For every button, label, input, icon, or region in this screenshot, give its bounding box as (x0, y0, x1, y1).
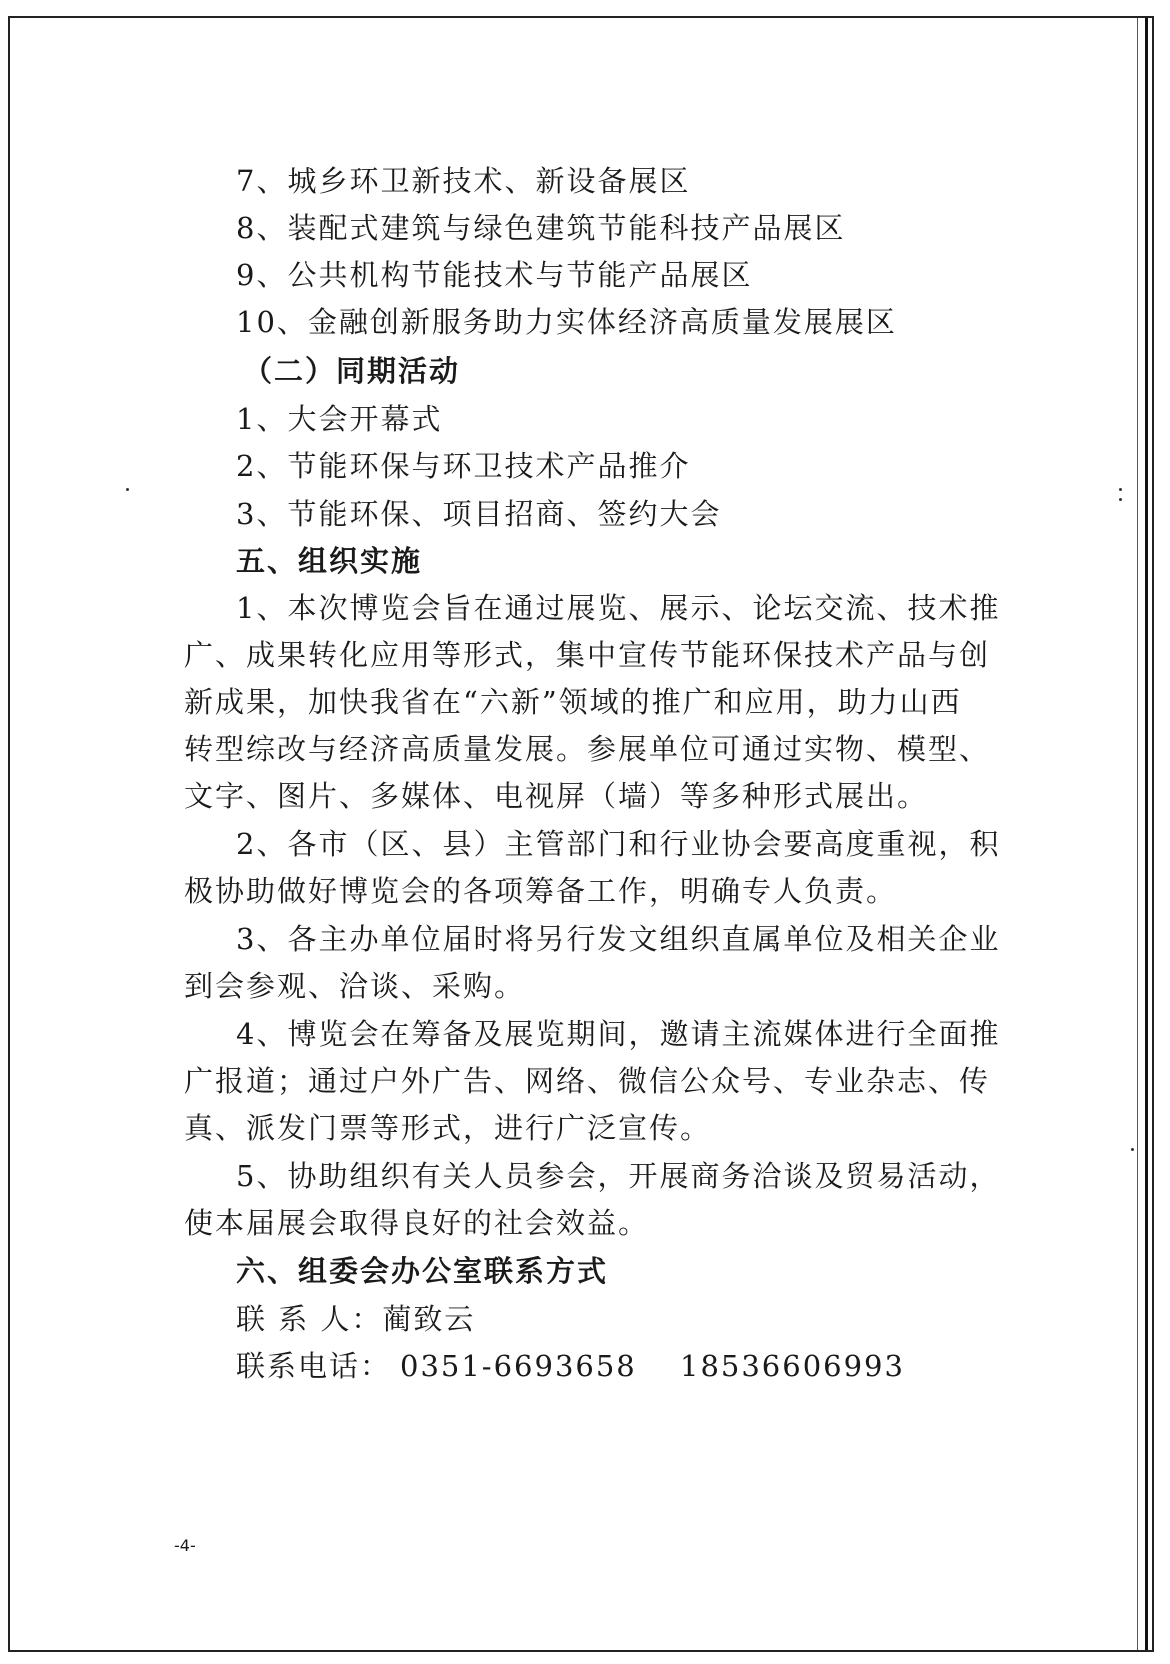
paragraph-line: 2、各市（区、县）主管部门和行业协会要高度重视，积 (236, 827, 1001, 861)
list-item: 1、大会开幕式 (236, 402, 443, 436)
scan-edge-inner (1137, 18, 1138, 1650)
scan-edge (1145, 18, 1148, 1650)
list-item: 10、金融创新服务助力实体经济高质量发展展区 (236, 305, 897, 339)
paragraph-line: 文字、图片、多媒体、电视屏（墙）等多种形式展出。 (184, 779, 929, 813)
subheading: （二）同期活动 (243, 354, 461, 388)
list-item: 3、节能环保、项目招商、签约大会 (236, 497, 722, 531)
paragraph-line: 3、各主办单位届时将另行发文组织直属单位及相关企业 (236, 922, 1001, 956)
paragraph-line: 转型综改与经济高质量发展。参展单位可通过实物、模型、 (184, 732, 991, 766)
paragraph-line: 5、协助组织有关人员参会，开展商务洽谈及贸易活动， (236, 1159, 1001, 1193)
paragraph-line: 到会参观、洽谈、采购。 (184, 969, 526, 1003)
list-item: 7、城乡环卫新技术、新设备展区 (236, 164, 691, 198)
paragraph-line: 极协助做好博览会的各项筹备工作，明确专人负责。 (184, 874, 898, 908)
paragraph-line: 1、本次博览会旨在通过展览、展示、论坛交流、技术推 (236, 591, 1001, 625)
paragraph-line: 广报道；通过户外广告、网络、微信公众号、专业杂志、传 (184, 1064, 991, 1098)
section-heading: 六、组委会办公室联系方式 (236, 1254, 609, 1288)
list-item: 9、公共机构节能技术与节能产品展区 (236, 258, 753, 292)
scan-speck (1119, 498, 1122, 501)
paragraph-line: 4、博览会在筹备及展览期间，邀请主流媒体进行全面推 (236, 1017, 1001, 1051)
contact-phone-label: 联系电话： (236, 1349, 392, 1383)
scan-speck (1131, 1148, 1134, 1151)
contact-phone-2: 18536606993 (680, 1349, 905, 1383)
paragraph-line: 新成果，加快我省在“六新”领域的推广和应用，助力山西 (184, 685, 962, 719)
list-item: 8、装配式建筑与绿色建筑节能科技产品展区 (236, 211, 846, 245)
scan-speck (126, 488, 129, 491)
paragraph-line: 广、成果转化应用等形式，集中宣传节能环保技术产品与创 (184, 638, 991, 672)
scan-speck (1119, 488, 1122, 491)
paragraph-line: 真、派发门票等形式，进行广泛宣传。 (184, 1111, 712, 1145)
contact-phone-1: 0351-6693658 (400, 1349, 637, 1383)
contact-person: 联 系 人：蔺致云 (236, 1302, 476, 1336)
section-heading: 五、组织实施 (236, 544, 423, 578)
paragraph-line: 使本届展会取得良好的社会效益。 (184, 1206, 650, 1240)
list-item: 2、节能环保与环卫技术产品推介 (236, 449, 691, 483)
page-number: -4- (174, 1536, 196, 1555)
